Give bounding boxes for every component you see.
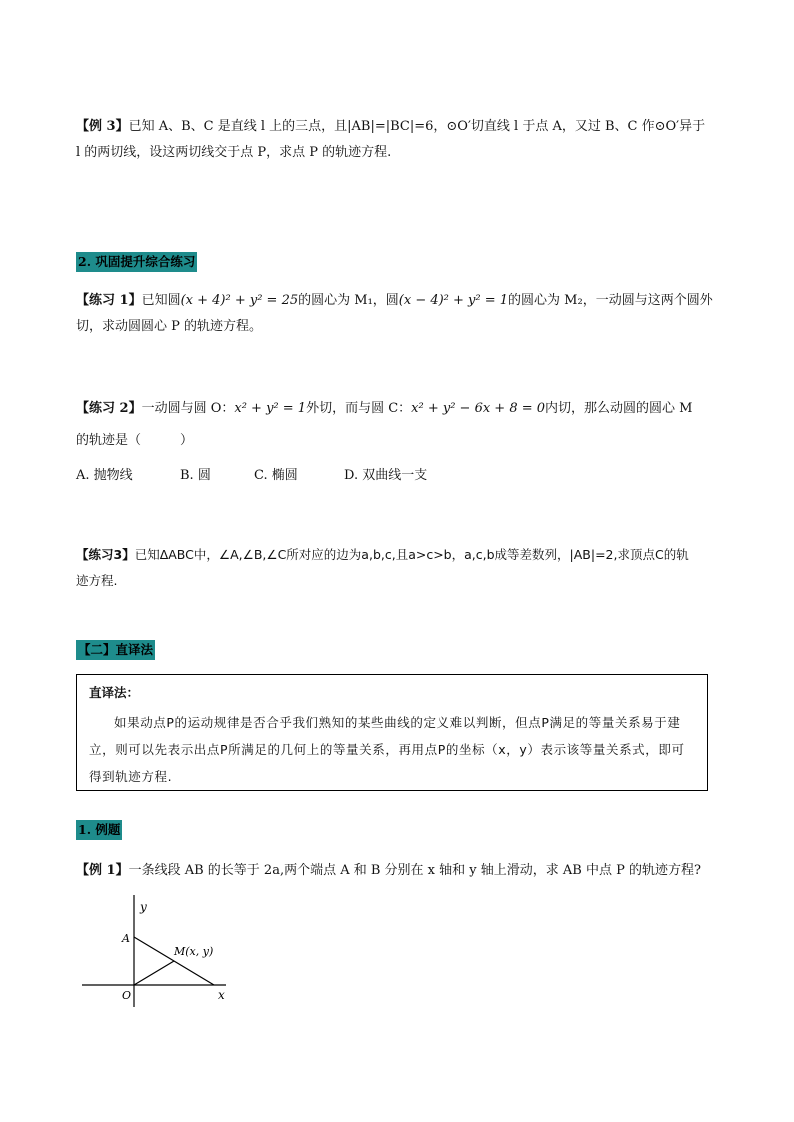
point-a-label: A [122, 932, 130, 945]
practice-1-text-b: 的圆心为 M₁，圆 [298, 293, 399, 308]
example-1-label: 【例 1】 [76, 863, 129, 878]
example-1 [76, 858, 726, 884]
practice-3-line1: 已知ΔABC中，∠A,∠B,∠C所对应的边为a,b,c,且a>c>b，a,c,b成等差数列，|AB|=2,求顶点C的轨 [134, 547, 689, 562]
example-3-label: 【例 3】 [76, 119, 129, 134]
segment-om [134, 961, 174, 985]
practice-2-text-b: 外切，而与圆 C： [306, 401, 412, 416]
x-axis-label: x [218, 988, 225, 1002]
practice-3-label: 【练习3】 [76, 547, 135, 562]
point-m-label: M(x, y) [174, 945, 214, 958]
practice-2-text-c: 内切，那么动圆的圆心 M [545, 401, 693, 416]
practice-1-label: 【练习 1】 [76, 293, 142, 308]
direct-method-box [76, 674, 708, 791]
section-heading-practice: 2. 巩固提升综合练习 [76, 252, 197, 272]
practice-2-options [76, 464, 427, 483]
origin-label: O [122, 989, 132, 1002]
practice-2-equation-2: x² + y² − 6x + 8 = 0 [411, 401, 546, 416]
section-heading-direct-method: 【二】直译法 [76, 640, 155, 660]
practice-1 [76, 288, 726, 340]
practice-2-equation-1: x² + y² = 1 [234, 401, 307, 416]
practice-1-equation-2: (x − 4)² + y² = 1 [398, 293, 509, 308]
box-title: 直译法： [89, 685, 140, 700]
example-3-line1: 已知 A、B、C 是直线 l 上的三点，且|AB|=|BC|=6，⊙O′切直线 l 于点 A，又过 B、C 作⊙O′异于 [128, 119, 706, 134]
practice-1-text-c: 的圆心为 M₂，一动圆与这两个圆外 [508, 293, 713, 308]
practice-1-equation-1: (x + 4)² + y² = 25 [180, 293, 299, 308]
example-3 [76, 114, 726, 166]
option-c: C. 椭圆 [254, 468, 298, 483]
y-axis-label: y [140, 900, 147, 914]
practice-2 [76, 396, 726, 454]
box-text: 如果动点P的运动规律是否合乎我们熟知的某些曲线的定义难以判断，但点P满足的等量关系易于建立，则可以先表示出点P所满足的几何上的等量关系，再用点P的坐标（x，y）表示该等量关系式，即可得到轨迹方程. [89, 715, 685, 784]
option-b: B. 圆 [180, 468, 211, 483]
practice-2-label: 【练习 2】 [76, 401, 142, 416]
example-1-line1: 一条线段 AB 的长等于 2a,两个端点 A 和 B 分别在 x 轴和 y 轴上滑动，求 AB 中点 P 的轨迹方程? [128, 863, 701, 878]
practice-3 [76, 542, 726, 594]
example-3-line2: l 的两切线，设这两切线交于点 P，求点 P 的轨迹方程. [76, 145, 392, 160]
practice-1-text-a: 已知圆 [141, 293, 181, 308]
practice-3-line2: 迹方程. [76, 573, 118, 588]
option-d: D. 双曲线一支 [344, 468, 428, 483]
option-a: A. 抛物线 [76, 468, 133, 483]
practice-2-line2: 的轨迹是（ ） [76, 433, 194, 448]
coordinate-figure [76, 895, 246, 1010]
practice-1-line2: 切，求动圆圆心 P 的轨迹方程。 [76, 319, 263, 334]
practice-2-text-a: 一动圆与圆 O： [141, 401, 235, 416]
section-heading-examples: 1. 例题 [76, 820, 122, 840]
